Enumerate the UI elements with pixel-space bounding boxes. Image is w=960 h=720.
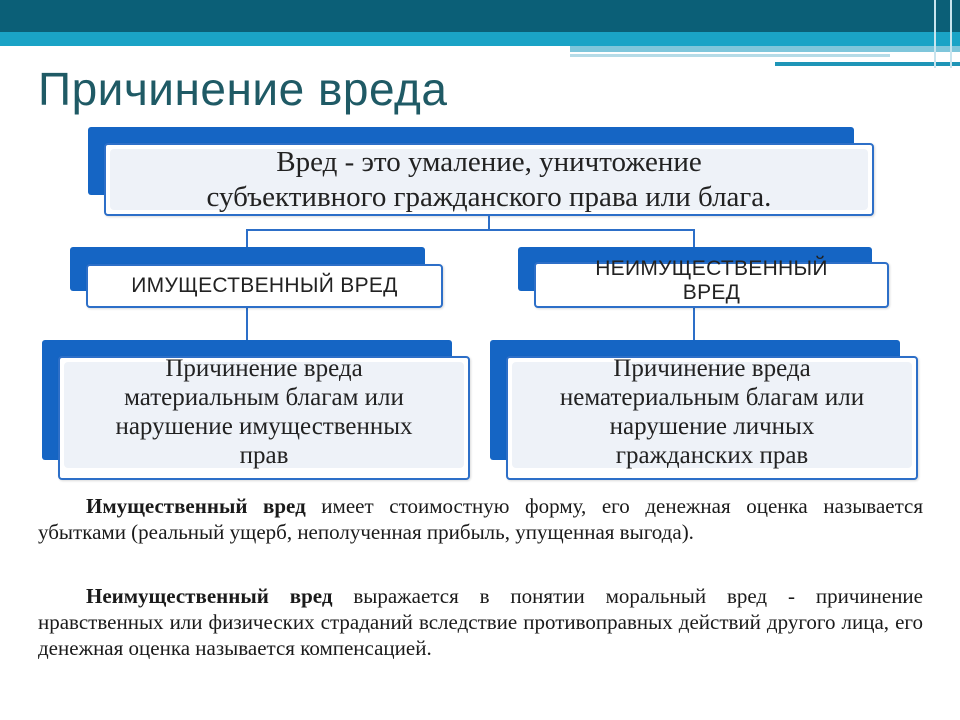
connector-line — [488, 216, 490, 230]
property-category-box — [86, 264, 443, 308]
paragraph-term: Неимущественный вред — [86, 584, 333, 608]
connector-line — [246, 229, 694, 231]
page-title: Причинение вреда — [38, 63, 448, 115]
description-line: нарушение личных — [609, 413, 815, 440]
header-accent-bar — [0, 32, 960, 46]
description-line: нарушение имущественных — [115, 413, 413, 440]
description-line: Причинение вреда — [165, 355, 363, 382]
paragraph-property-harm — [38, 493, 923, 545]
description-line: гражданских прав — [615, 442, 809, 469]
connector-line — [693, 229, 695, 247]
description-line: материальным благам или — [124, 384, 404, 411]
definition-line: Вред - это умаление, уничтожение — [276, 145, 702, 178]
non-property-category-label: ВРЕД — [682, 281, 741, 304]
header-line — [570, 46, 960, 52]
paragraph-non-property-harm — [38, 583, 923, 661]
header-line — [775, 62, 960, 66]
definition-box — [104, 143, 874, 216]
description-line: нематериальным благам или — [559, 384, 865, 411]
non-property-category-box — [534, 257, 889, 308]
non-property-category-label: НЕИМУЩЕСТВЕННЫЙ — [595, 257, 828, 280]
header-bar — [0, 0, 960, 32]
header-corner-decoration — [934, 0, 952, 68]
paragraph-text: выражается в понятии моральный вред - причинение нравственных или физических страданий вследствие противоправных действий другого лица, его денежная оценка называется компенсацией. — [38, 584, 923, 660]
definition-line: субъективного гражданского права или блага. — [206, 180, 772, 213]
header-line — [570, 54, 890, 57]
description-line: прав — [239, 442, 289, 469]
non-property-description-box — [506, 356, 918, 480]
paragraph-text: имеет стоимостную форму, его денежная оценка называется убытками (реальный ущерб, неполученная прибыль, упущенная выгода). — [38, 494, 923, 544]
property-description-box — [58, 356, 470, 480]
connector-line — [693, 308, 695, 340]
description-line: Причинение вреда — [613, 355, 811, 382]
connector-line — [246, 229, 248, 247]
connector-line — [246, 308, 248, 340]
property-category-label: ИМУЩЕСТВЕННЫЙ ВРЕД — [131, 274, 398, 297]
paragraph-term: Имущественный вред — [86, 494, 306, 518]
